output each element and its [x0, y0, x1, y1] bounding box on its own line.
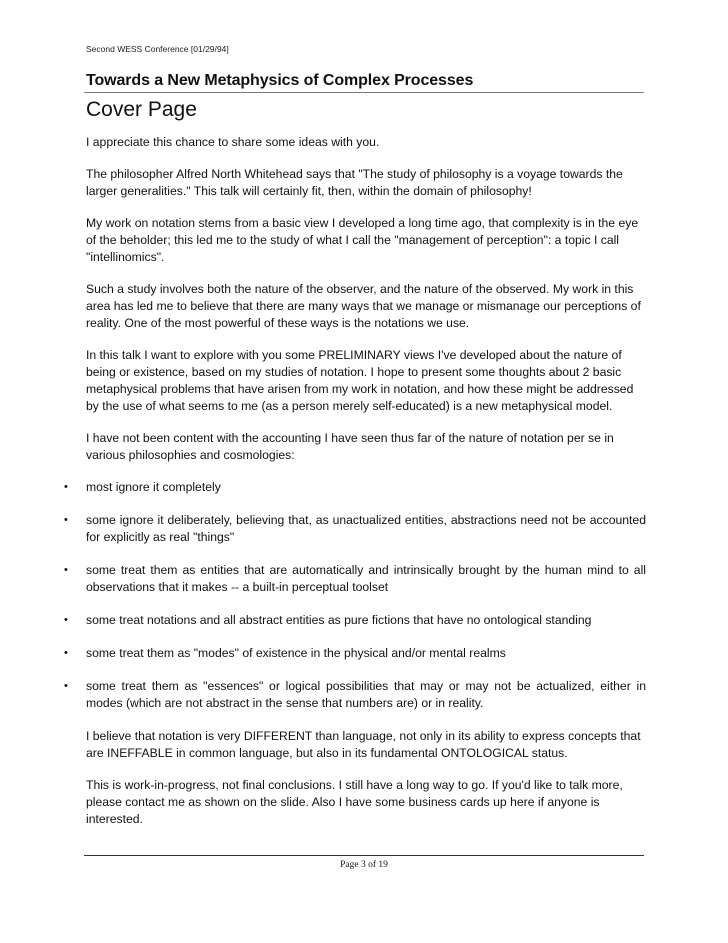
bullet-icon: •	[64, 647, 68, 659]
list-item-text: some ignore it deliberately, believing that, as unactualized entities, abstractions need not be accounted for explicitly as real "things"	[86, 513, 646, 544]
section-heading: Cover Page	[86, 98, 197, 121]
paragraph: I appreciate this chance to share some ideas with you.	[86, 135, 380, 149]
footer-divider	[84, 855, 644, 856]
running-header: Second WESS Conference [01/29/94]	[86, 44, 229, 54]
list-item	[64, 612, 646, 629]
list-item	[64, 678, 646, 712]
paragraph: In this talk I want to explore with you some PRELIMINARY views I've developed about the nature of being or existence, based on my studies of notation. I hope to present some thoughts about 2 basic metaphysical problems that have arisen from my work in notation, and how these might be addressed by the use of what seems to me (as a person merely self-educated) is a new metaphysical model.	[86, 348, 634, 413]
paragraph: Such a study involves both the nature of the observer, and the nature of the observed. My work in this area has led me to believe that there are many ways that we manage or mismanage our perceptions of reality. One of the most powerful of these ways is the notations we use.	[86, 282, 641, 330]
paragraph: I have not been content with the accounting I have seen thus far of the nature of notation per se in various philosophies and cosmologies:	[86, 431, 614, 462]
bullet-icon: •	[64, 514, 68, 526]
list-item-text: some treat them as entities that are automatically and intrinsically brought by the human mind to all observations that it makes -- a built-in perceptual toolset	[86, 563, 646, 594]
paragraph: My work on notation stems from a basic view I developed a long time ago, that complexity is in the eye of the beholder; this led me to the study of what I call the "management of perception": a topic I call "intellinomics".	[86, 216, 639, 264]
paragraph: The philosopher Alfred North Whitehead says that "The study of philosophy is a voyage towards the larger generalities." This talk will certainly fit, then, within the domain of philosophy!	[86, 167, 623, 198]
document-title: Towards a New Metaphysics of Complex Processes	[86, 72, 474, 89]
list-item-text: most ignore it completely	[86, 480, 221, 494]
paragraph: I believe that notation is very DIFFERENT than language, not only in its ability to express concepts that are INEFFABLE in common language, but also in its fundamental ONTOLOGICAL status.	[86, 729, 641, 760]
paragraph: This is work-in-progress, not final conclusions. I still have a long way to go. If you'd like to talk more, please contact me as shown on the slide. Also I have some business cards up here if anyone is interested.	[86, 778, 623, 826]
list-item	[64, 512, 646, 546]
title-divider	[84, 92, 644, 93]
bullet-icon: •	[64, 564, 68, 576]
bullet-icon: •	[64, 614, 68, 626]
bullet-list	[64, 479, 646, 712]
list-item	[64, 562, 646, 596]
page-number: Page 3 of 19	[340, 860, 388, 870]
list-item	[64, 479, 646, 496]
list-item-text: some treat notations and all abstract entities as pure fictions that have no ontological standing	[86, 613, 592, 627]
list-item	[64, 645, 646, 662]
list-item-text: some treat them as "essences" or logical possibilities that may or may not be actualized, either in modes (which are not abstract in the sense that numbers are) or in reality.	[86, 679, 646, 710]
bullet-icon: •	[64, 481, 68, 493]
list-item-text: some treat them as "modes" of existence in the physical and/or mental realms	[86, 646, 506, 660]
bullet-icon: •	[64, 680, 68, 692]
document-body	[64, 134, 646, 843]
